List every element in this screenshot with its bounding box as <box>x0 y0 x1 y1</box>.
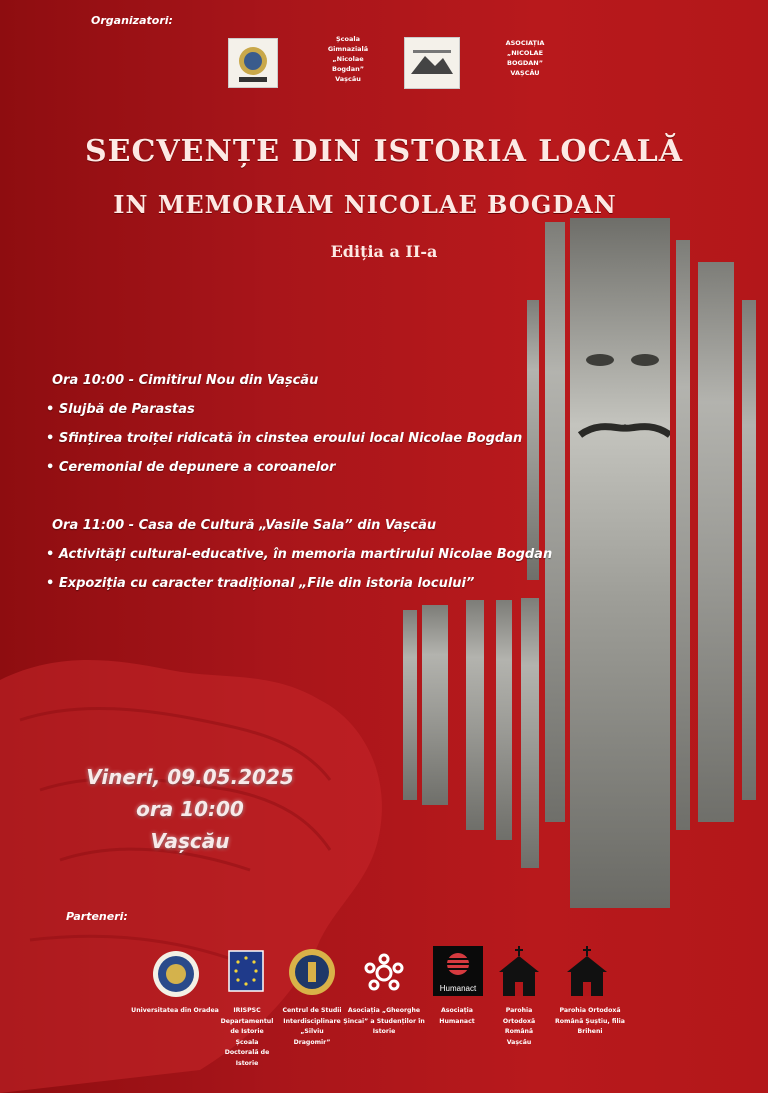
org1-name: Școala Gimnazială „Nicolae Bogdan” Vașcău <box>327 35 369 84</box>
university-oradea-logo <box>152 950 200 998</box>
program-item: • Slujbă de Parastas <box>46 402 195 417</box>
partner-name: Universitatea din Oradea <box>131 1007 219 1014</box>
gheorghe-sincai-logo <box>361 950 407 996</box>
program-block2-time: Ora 11:00 - Casa de Cultură „Vasile Sala” din Vașcău <box>52 518 437 533</box>
program-item: • Sfințirea troiței ridicată în cinstea eroului local Nicolae Bogdan <box>46 431 523 446</box>
humanact-logo-text: Humanact <box>439 984 477 993</box>
program-item: • Ceremonial de depunere a coroanelor <box>46 460 336 475</box>
partners-label: Parteneri: <box>66 910 128 923</box>
association-logo <box>404 37 460 89</box>
program-block1-time: Ora 10:00 - Cimitirul Nou din Vașcău <box>52 373 319 388</box>
event-date: Vineri, 09.05.2025 <box>86 765 294 789</box>
partner-name: Asociația „Gheorghe Șincai” a Studenților în Istorie <box>343 1007 425 1036</box>
partner-name: Parohia Ortodoxă Română Vașcău <box>502 1007 536 1046</box>
organizers-label: Organizatori: <box>91 14 173 27</box>
silviu-dragomir-logo <box>288 948 336 996</box>
humanact-logo <box>433 946 483 996</box>
church-icon <box>497 946 541 998</box>
event-title: SECVENȚE DIN ISTORIA LOCALĂ <box>84 134 684 169</box>
event-time: ora 10:00 <box>136 797 244 821</box>
partner-name: Centrul de Studii Interdisciplinare „Silviu Dragomir” <box>282 1007 342 1046</box>
program-item: • Activități cultural-educative, în memoria martirului Nicolae Bogdan <box>46 547 553 562</box>
school-logo <box>228 38 278 88</box>
partner-name: IRISPSC Departamentul de Istorie Școala Doctorală de Istorie <box>220 1007 274 1067</box>
partner-name: Parohia Ortodoxă Română Șuștiu, filia Briheni <box>555 1007 625 1036</box>
program-item: • Expoziția cu caracter tradițional „File din istoria locului” <box>46 576 475 591</box>
irispsc-logo <box>228 950 264 992</box>
event-place: Vașcău <box>150 829 230 853</box>
church-icon <box>565 946 609 998</box>
event-subtitle: IN MEMORIAM NICOLAE BOGDAN <box>113 190 617 219</box>
org2-name: ASOCIAȚIA „NICOLAE BOGDAN” VAȘCĂU <box>505 39 545 78</box>
edition: Ediția a II-a <box>330 242 438 261</box>
partner-name: Asociația Humanact <box>439 1007 475 1025</box>
